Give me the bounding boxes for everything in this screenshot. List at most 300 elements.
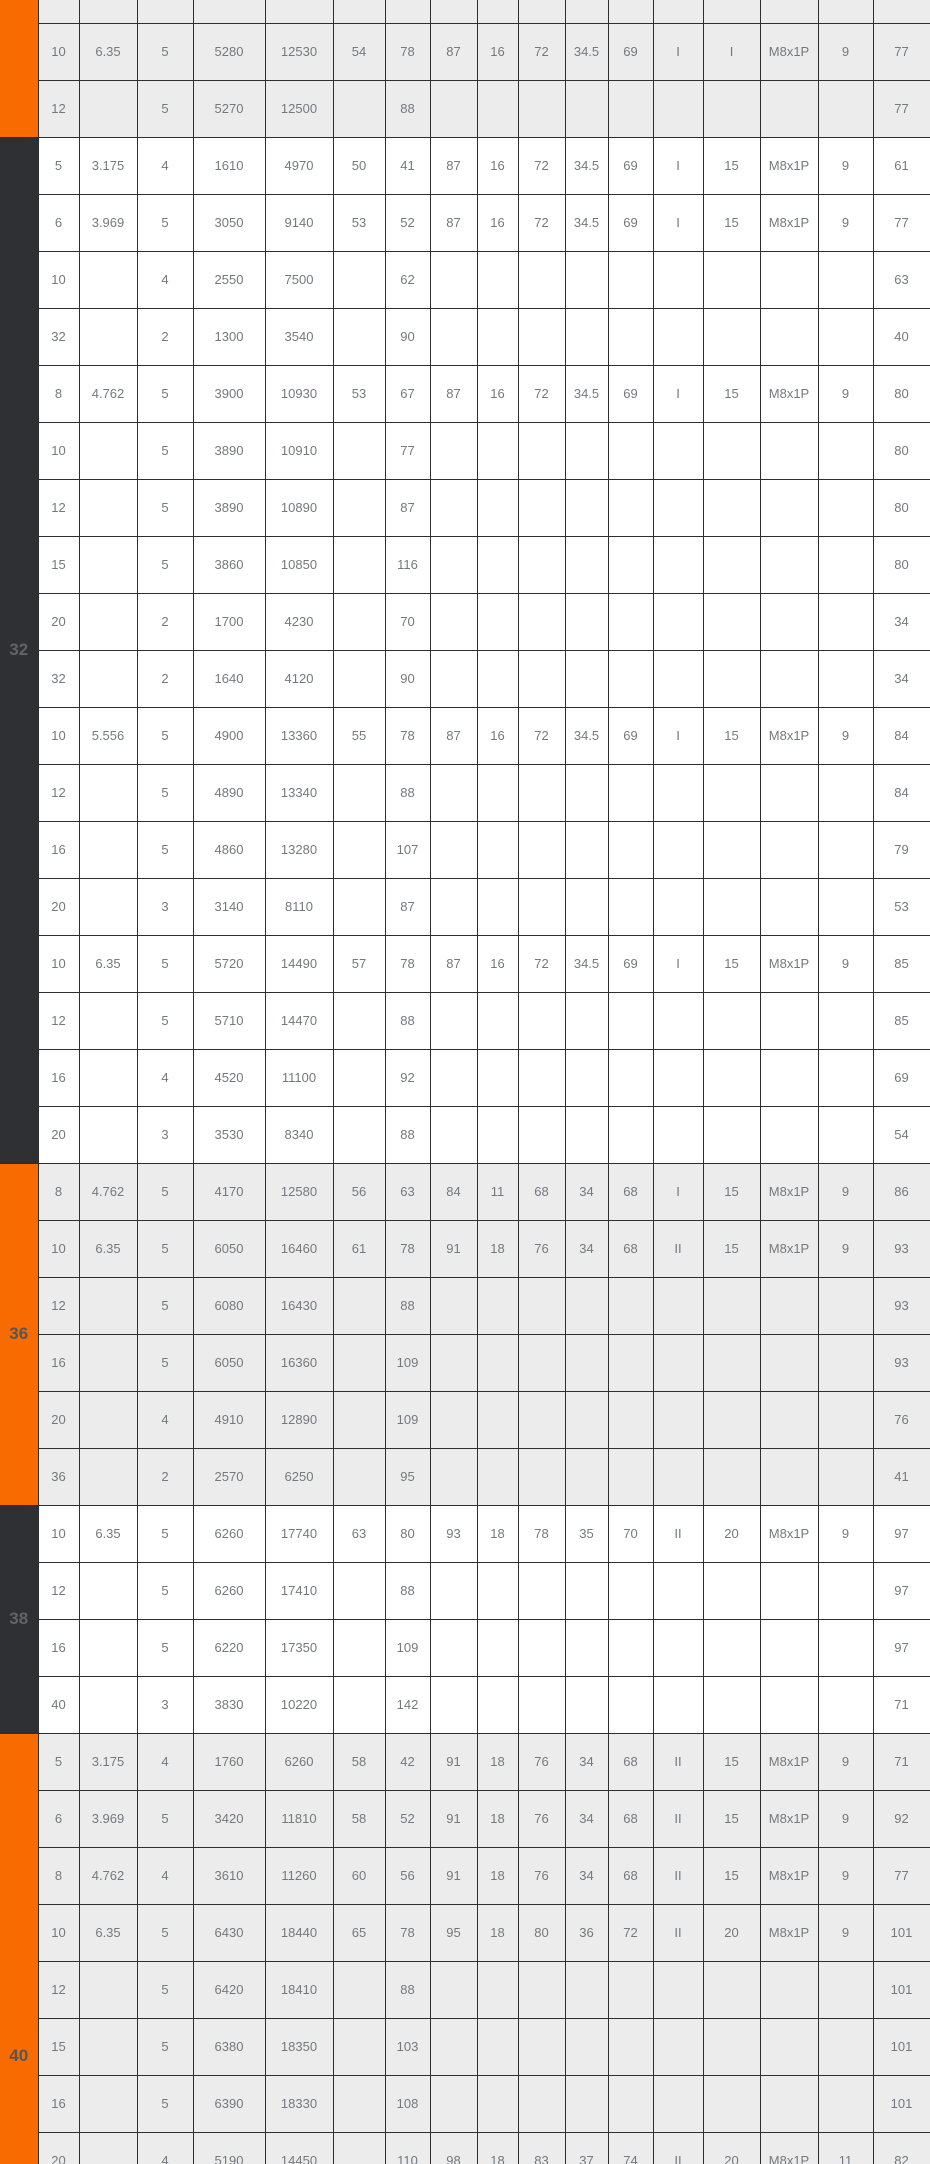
table-cell: 34.5 [565,935,608,992]
table-cell [477,821,518,878]
table-cell: 16 [38,1334,79,1391]
table-cell: 101 [873,2018,930,2075]
table-cell: 15 [703,1733,760,1790]
table-cell [79,308,137,365]
table-cell [608,1676,653,1733]
table-cell [703,251,760,308]
table-cell: 3 [137,1106,193,1163]
table-cell: 80 [873,536,930,593]
table-cell: 3530 [193,1106,265,1163]
table-cell [518,764,565,821]
table-cell [333,251,385,308]
table-cell: 14470 [265,992,333,1049]
table-cell [518,878,565,935]
table-cell: 5 [137,764,193,821]
table-cell [818,1676,873,1733]
table-cell [477,593,518,650]
table-cell [333,536,385,593]
table-cell [430,992,477,1049]
table-cell: I [653,23,703,80]
table-cell: 63 [333,1505,385,1562]
table-cell: 68 [608,1847,653,1904]
table-cell: 20 [38,1391,79,1448]
table-cell: M8x1P [760,1847,818,1904]
table-cell: 10 [38,1220,79,1277]
table-cell [608,593,653,650]
table-cell: 5 [137,1961,193,2018]
table-cell [703,593,760,650]
table-cell: 18 [477,2132,518,2164]
table-cell: 91 [430,1220,477,1277]
table-cell: 20 [703,1904,760,1961]
table-cell: 110 [385,2132,430,2164]
table-cell [477,1277,518,1334]
table-cell: 76 [518,1733,565,1790]
table-cell: 4900 [193,707,265,764]
table-cell [818,821,873,878]
table-cell: M8x1P [760,1733,818,1790]
table-cell: 6380 [193,2018,265,2075]
table-cell [79,536,137,593]
table-cell: 2 [137,593,193,650]
table-cell: 34 [565,1790,608,1847]
table-cell: 15 [703,137,760,194]
table-cell: 41 [873,1448,930,1505]
table-cell [703,1961,760,2018]
table-cell: 16 [477,137,518,194]
table-cell [703,1391,760,1448]
table-cell [79,80,137,137]
table-cell [653,2075,703,2132]
table-cell [608,1277,653,1334]
table-cell [608,422,653,479]
table-cell: 88 [385,1961,430,2018]
table-cell: 10 [38,707,79,764]
table-cell [760,1049,818,1106]
table-cell [653,1106,703,1163]
table-cell: 68 [608,1790,653,1847]
table-cell [818,650,873,707]
table-cell [818,0,873,23]
table-cell [653,1562,703,1619]
table-cell: 5710 [193,992,265,1049]
table-cell: 3610 [193,1847,265,1904]
table-cell: 58 [333,1790,385,1847]
table-cell [333,878,385,935]
table-cell: 92 [873,1790,930,1847]
table-cell: 11100 [265,1049,333,1106]
table-cell: 10 [38,1505,79,1562]
table-cell [760,593,818,650]
table-cell: 101 [873,1961,930,2018]
table-cell: 88 [385,1562,430,1619]
table-cell: 5 [137,80,193,137]
table-cell: 77 [385,422,430,479]
table-cell: 69 [608,935,653,992]
table-cell [565,1391,608,1448]
table-cell [565,479,608,536]
table-cell [333,2132,385,2164]
table-cell [518,992,565,1049]
table-cell [333,1334,385,1391]
table-cell [518,2018,565,2075]
table-cell [703,80,760,137]
table-cell: M8x1P [760,1163,818,1220]
table-cell: 7500 [265,251,333,308]
table-cell: 15 [703,935,760,992]
table-cell [608,1448,653,1505]
table-cell: 65 [333,1904,385,1961]
table-cell [760,992,818,1049]
table-cell [385,0,430,23]
table-cell: 69 [608,194,653,251]
table-cell: 5 [137,1619,193,1676]
table-cell: 16 [38,821,79,878]
table-cell [653,992,703,1049]
table-cell [430,1676,477,1733]
table-cell [333,821,385,878]
table-cell: 2550 [193,251,265,308]
table-row [0,23,930,80]
table-cell [333,2018,385,2075]
table-cell [703,2075,760,2132]
table-cell: 9 [818,1790,873,1847]
table-cell: 8340 [265,1106,333,1163]
table-cell: 116 [385,536,430,593]
table-row [0,2018,930,2075]
table-cell: 36 [38,1448,79,1505]
table-cell: 5 [137,1505,193,1562]
table-cell: 9 [818,23,873,80]
table-cell [430,1334,477,1391]
table-cell: 4 [137,1049,193,1106]
table-cell [333,1448,385,1505]
table-row [0,1277,930,1334]
table-cell [79,593,137,650]
table-cell [608,1619,653,1676]
table-cell: 5 [137,194,193,251]
table-cell: II [653,1904,703,1961]
table-row [0,1391,930,1448]
table-cell: 9 [818,137,873,194]
table-cell [477,2075,518,2132]
table-cell: 5 [137,992,193,1049]
table-cell [79,821,137,878]
table-cell: 87 [430,935,477,992]
table-cell [430,80,477,137]
table-cell [477,1106,518,1163]
group-label-cell [0,1163,38,1505]
table-cell: 86 [873,1163,930,1220]
table-cell [333,1562,385,1619]
table-cell: 88 [385,80,430,137]
table-cell [79,1277,137,1334]
table-cell [608,479,653,536]
table-cell: 4970 [265,137,333,194]
table-cell [477,479,518,536]
table-cell [760,2075,818,2132]
table-cell: 12 [38,1277,79,1334]
table-cell: 16 [477,707,518,764]
table-cell: 9 [818,1220,873,1277]
table-cell [608,878,653,935]
table-cell: 18 [477,1847,518,1904]
table-cell [608,1106,653,1163]
table-cell: 52 [385,1790,430,1847]
table-cell [333,1049,385,1106]
table-cell [653,593,703,650]
table-cell: 10 [38,935,79,992]
table-cell: 77 [873,1847,930,1904]
table-cell: 16 [38,1049,79,1106]
table-cell: 13340 [265,764,333,821]
table-row [0,365,930,422]
table-cell [608,1562,653,1619]
table-row [0,1619,930,1676]
table-row [0,308,930,365]
table-cell: 2 [137,308,193,365]
table-cell [477,0,518,23]
table-row [0,194,930,251]
table-cell [608,536,653,593]
table-cell [818,1391,873,1448]
table-cell [565,308,608,365]
table-cell: 84 [430,1163,477,1220]
table-cell [333,479,385,536]
table-cell: 10 [38,1904,79,1961]
table-cell: 20 [38,1106,79,1163]
table-cell: 20 [38,2132,79,2164]
table-cell: 37 [565,2132,608,2164]
table-cell [79,878,137,935]
table-cell: 107 [385,821,430,878]
table-cell: 62 [385,251,430,308]
table-cell [818,80,873,137]
table-cell: 9 [818,1163,873,1220]
table-cell: 6050 [193,1334,265,1391]
table-cell: 17410 [265,1562,333,1619]
table-cell [518,1106,565,1163]
table-cell: II [653,1220,703,1277]
table-cell: 53 [873,878,930,935]
table-cell [477,536,518,593]
table-cell [333,1277,385,1334]
table-cell: 87 [430,365,477,422]
table-row [0,479,930,536]
table-cell [477,1448,518,1505]
table-cell: 3050 [193,194,265,251]
table-cell: 72 [518,707,565,764]
table-cell: 34 [565,1163,608,1220]
table-cell: 6.35 [79,23,137,80]
table-cell: 70 [608,1505,653,1562]
table-cell: 36 [565,1904,608,1961]
table-cell: 87 [385,878,430,935]
table-cell [818,1562,873,1619]
table-cell [565,1106,608,1163]
table-cell: 20 [703,2132,760,2164]
table-row [0,2132,930,2164]
table-cell: 18 [477,1790,518,1847]
table-cell: 3 [137,1676,193,1733]
table-cell [760,1334,818,1391]
table-cell: M8x1P [760,365,818,422]
table-cell: 87 [430,194,477,251]
table-cell [608,80,653,137]
table-cell [79,1961,137,2018]
table-cell [818,2075,873,2132]
table-cell: M8x1P [760,1505,818,1562]
table-row [0,1049,930,1106]
table-cell [430,308,477,365]
table-cell [760,422,818,479]
table-cell: I [653,365,703,422]
table-cell: 4 [137,1733,193,1790]
table-cell: 6420 [193,1961,265,2018]
table-cell [760,878,818,935]
table-cell [430,0,477,23]
table-cell: 16 [477,935,518,992]
table-cell: 3 [137,878,193,935]
table-cell: 80 [518,1904,565,1961]
table-cell: 18350 [265,2018,333,2075]
table-cell: 5 [137,1562,193,1619]
table-cell [565,650,608,707]
table-cell [760,479,818,536]
table-cell: 53 [333,194,385,251]
table-cell: 6 [38,194,79,251]
table-cell: 8 [38,1847,79,1904]
table-cell: 6390 [193,2075,265,2132]
table-cell [703,821,760,878]
table-cell: 3.969 [79,194,137,251]
table-cell: 60 [333,1847,385,1904]
table-cell: 72 [518,194,565,251]
table-cell: 3830 [193,1676,265,1733]
table-cell [430,1277,477,1334]
table-cell: 3140 [193,878,265,935]
table-cell: 18 [477,1733,518,1790]
table-cell [703,650,760,707]
table-cell: 1760 [193,1733,265,1790]
table-cell [653,878,703,935]
table-cell: M8x1P [760,194,818,251]
table-cell: 34.5 [565,137,608,194]
table-cell: 1300 [193,308,265,365]
table-cell: 71 [873,1733,930,1790]
table-cell: 11260 [265,1847,333,1904]
table-row [0,1505,930,1562]
table-cell: 16430 [265,1277,333,1334]
table-cell: 4230 [265,593,333,650]
table-cell: 6.35 [79,1220,137,1277]
table-cell [518,2075,565,2132]
table-cell [703,1277,760,1334]
table-cell [608,1961,653,2018]
table-cell: 4.762 [79,1847,137,1904]
table-cell [565,1676,608,1733]
table-cell: II [653,1847,703,1904]
table-cell [818,992,873,1049]
table-cell [430,251,477,308]
table-cell [760,650,818,707]
table-cell [703,1106,760,1163]
table-cell: 3.175 [79,137,137,194]
table-cell: 34 [873,593,930,650]
table-cell: M8x1P [760,935,818,992]
table-cell [760,821,818,878]
table-cell: 101 [873,2075,930,2132]
table-cell [477,992,518,1049]
table-cell: 97 [873,1619,930,1676]
group-label: 32 [9,640,29,659]
table-cell: 88 [385,764,430,821]
table-cell: 18 [477,1220,518,1277]
table-cell [518,593,565,650]
table-cell [565,1619,608,1676]
table-cell [477,308,518,365]
table-row [0,935,930,992]
table-cell: 12 [38,764,79,821]
table-cell [79,1049,137,1106]
table-cell: 9 [818,935,873,992]
table-cell [333,593,385,650]
table-cell [608,650,653,707]
table-cell: 20 [703,1505,760,1562]
table-cell [653,1619,703,1676]
table-cell: 15 [38,536,79,593]
table-cell [477,1391,518,1448]
table-cell: 3.969 [79,1790,137,1847]
table-cell [477,80,518,137]
table-cell: 76 [518,1220,565,1277]
table-cell: 8 [38,365,79,422]
table-cell: 98 [430,2132,477,2164]
table-cell: 4 [137,1391,193,1448]
table-cell: 5 [137,422,193,479]
table-cell: 6.35 [79,935,137,992]
table-cell: 34.5 [565,23,608,80]
table-cell: II [653,1733,703,1790]
table-cell [565,422,608,479]
table-cell: 10 [38,422,79,479]
table-cell: 6250 [265,1448,333,1505]
table-cell [760,2018,818,2075]
table-cell: 77 [873,23,930,80]
table-cell: II [653,1790,703,1847]
table-cell: 93 [430,1505,477,1562]
table-cell [430,1448,477,1505]
table-cell: 52 [385,194,430,251]
table-cell: 12890 [265,1391,333,1448]
table-cell [518,536,565,593]
table-cell [518,1277,565,1334]
table-row [0,422,930,479]
table-cell [430,422,477,479]
table-cell: 84 [873,707,930,764]
table-cell: M8x1P [760,23,818,80]
table-cell: 5 [137,536,193,593]
table-cell [703,0,760,23]
table-cell: 87 [430,23,477,80]
table-cell: 4 [137,2132,193,2164]
group-label: 40 [9,2045,29,2065]
table-cell [818,479,873,536]
table-row [0,1334,930,1391]
table-cell: 16 [38,1619,79,1676]
group-label: 36 [9,1324,29,1343]
table-cell [760,1391,818,1448]
